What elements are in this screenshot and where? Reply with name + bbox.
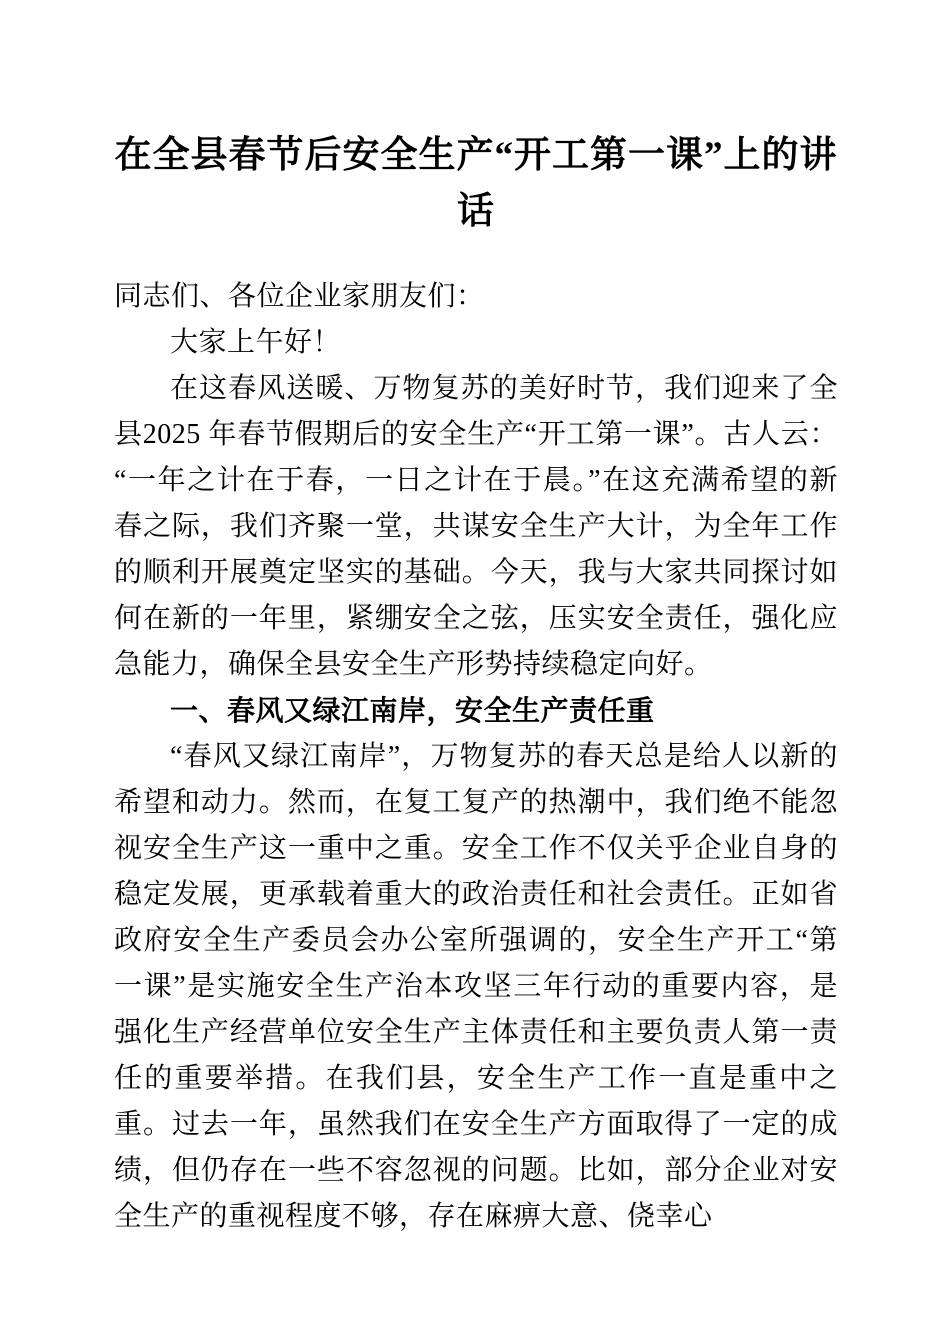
document-title: 在全县春节后安全生产“开工第一课”上的讲话 (114, 135, 838, 232)
section1-paragraph: “春风又绿江南岸”，万物复苏的春天总是给人以新的希望和动力。然而，在复工复产的热潮中，我们绝不能忽视安全生产这一重中之重。安全工作不仅关乎企业自身的稳定发展，更承载着重大的政治责任和社会责任。正如省政府安全生产委员会办公室所强调的，安全生产开工“第一课”是实施安全生产治本攻坚三年行动的重要内容，是强化生产经营单位安全生产主体责任和主要负责人第一责任的重要举措。在我们县，安全生产工作一直是重中之重。过去一年，虽然我们在安全生产方面取得了一定的成绩，但仍存在一些不容忽视的问题。比如，部分企业对安全生产的重视程度不够，存在麻痹大意、侥幸心 (114, 741, 838, 1232)
salutation-line: 同志们、各位企业家朋友们： (114, 281, 485, 312)
section1-heading: 一、春风又绿江南岸，安全生产责任重 (170, 695, 655, 726)
intro-paragraph: 在这春风送暖、万物复苏的美好时节，我们迎来了全县2025 年春节假期后的安全生产“开工第一课”。古人云：“一年之计在于春，一日之计在于晨。”在这充满希望的新春之际，我们齐聚一堂，共谋安全生产大计，为全年工作的顺利开展奠定坚实的基础。今天，我与大家共同探讨如何在新的一年里，紧绷安全之弦，压实安全责任，强化应急能力，确保全县安全生产形势持续稳定向好。 (114, 373, 838, 680)
greeting-line: 大家上午好！ (170, 327, 342, 358)
